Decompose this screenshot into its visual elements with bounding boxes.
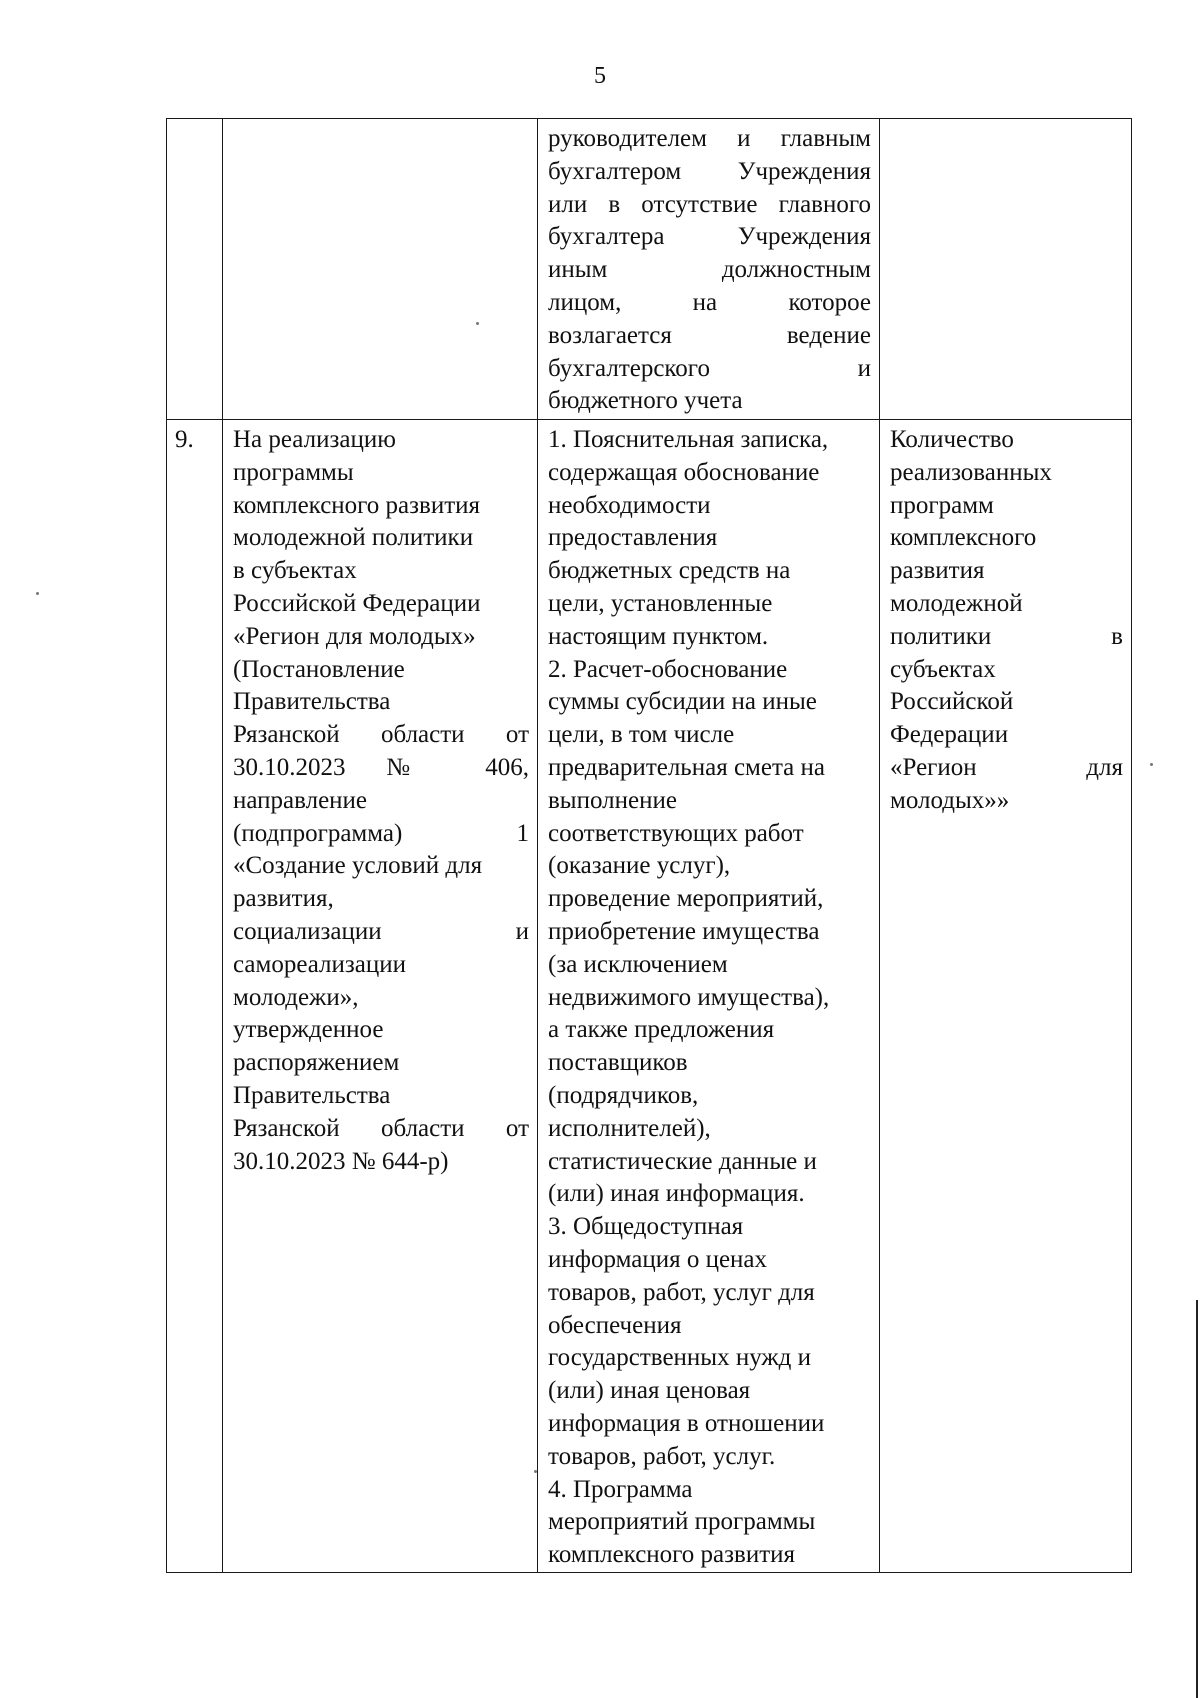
text-line: бухгалтерского и xyxy=(548,354,871,382)
text-line: молодежной политики xyxy=(233,524,474,552)
text-line: обеспечения xyxy=(548,1311,682,1339)
text-line: иным должностным xyxy=(548,256,871,284)
text-line: цели, в том числе xyxy=(548,721,735,749)
text-line: социализации и xyxy=(233,917,529,945)
text-line: бюджетных средств на xyxy=(548,557,791,585)
text-line: (Постановление xyxy=(233,655,405,683)
text-line: руководителем и главным xyxy=(548,125,871,152)
text-line: 30.10.2023 № 644-р) xyxy=(233,1147,449,1175)
text-line: предоставления xyxy=(548,524,718,552)
text-line: товаров, работ, услуг для xyxy=(548,1278,815,1306)
scan-speck xyxy=(534,1470,537,1473)
text-line: Федерации xyxy=(890,721,1009,749)
text-line: мероприятий программы xyxy=(548,1508,816,1536)
text-line: (или) иная информация. xyxy=(548,1180,805,1208)
text-line: На реализацию xyxy=(233,426,396,453)
text-line: политики в xyxy=(890,622,1123,650)
row1-indicator-cell xyxy=(880,119,1132,420)
text-line: развития xyxy=(890,557,985,585)
text-line: поставщиков xyxy=(548,1049,688,1077)
text-line: в субъектах xyxy=(233,557,357,585)
text-line: содержащая обоснование xyxy=(548,458,820,486)
text-line: информация о ценах xyxy=(548,1245,768,1273)
text-line: комплексного развития xyxy=(548,1541,796,1569)
text-line: самореализации xyxy=(233,950,406,978)
text-line: предварительная смета на xyxy=(548,753,826,781)
text-line: развития, xyxy=(233,885,334,913)
row1-documents-text xyxy=(538,119,879,418)
text-line: Количество xyxy=(890,426,1014,453)
text-line: Правительства xyxy=(233,1081,391,1109)
text-line: или в отсутствие главного xyxy=(548,190,871,218)
text-line: распоряжением xyxy=(233,1049,400,1077)
text-line: настоящим пунктом. xyxy=(548,622,769,650)
text-line: «Создание условий для xyxy=(233,852,483,880)
scan-speck xyxy=(476,322,479,325)
text-line: молодежи», xyxy=(233,983,359,1011)
row1-purpose-cell xyxy=(223,119,538,420)
row2-purpose-cell xyxy=(223,420,538,1573)
text-line: бюджетного учета xyxy=(548,387,743,415)
text-line: суммы субсидии на иные xyxy=(548,688,817,716)
row2-indicator-cell xyxy=(880,420,1132,1573)
text-line: недвижимого имущества), xyxy=(548,983,830,1011)
text-line: бухгалтером Учреждения xyxy=(548,157,871,185)
text-line: исполнителей), xyxy=(548,1114,711,1142)
text-line: молодых»» xyxy=(890,786,1010,814)
text-line: соответствующих работ xyxy=(548,819,804,847)
row2-purpose-text xyxy=(223,420,537,1178)
document-table xyxy=(166,118,1132,1573)
row2-number-cell xyxy=(167,420,223,1573)
text-line: Правительства xyxy=(233,688,391,716)
text-line: приобретение имущества xyxy=(548,917,820,945)
text-line: необходимости xyxy=(548,491,711,519)
text-line: 30.10.2023 № 406, xyxy=(233,753,529,781)
text-line: (оказание услуг), xyxy=(548,852,731,880)
text-line: возлагается ведение xyxy=(548,321,871,349)
scan-speck xyxy=(36,592,39,595)
page-number: 5 xyxy=(594,63,606,89)
text-line: комплексного xyxy=(890,524,1037,552)
text-line: товаров, работ, услуг. xyxy=(548,1442,776,1470)
row1-number-cell xyxy=(167,119,223,420)
text-line: информация в отношении xyxy=(548,1409,825,1437)
text-line: субъектах xyxy=(890,655,996,683)
text-line: бухгалтера Учреждения xyxy=(548,223,871,251)
table-row-continued xyxy=(167,119,1132,420)
row2-documents-text xyxy=(538,420,879,1572)
text-line: лицом, на которое xyxy=(548,288,871,316)
text-line: (подрядчиков, xyxy=(548,1081,699,1109)
text-line: государственных нужд и xyxy=(548,1344,812,1372)
row2-indicator-text xyxy=(880,420,1131,818)
text-line: (за исключением xyxy=(548,950,728,978)
text-line: цели, установленные xyxy=(548,589,773,617)
text-line: направление xyxy=(233,786,368,814)
row1-documents-cell xyxy=(538,119,880,420)
text-line: проведение мероприятий, xyxy=(548,885,824,913)
text-line: а также предложения xyxy=(548,1016,775,1044)
text-line: 3. Общедоступная xyxy=(548,1213,744,1241)
text-line: 2. Расчет-обоснование xyxy=(548,655,788,683)
row-number: 9. xyxy=(175,426,194,453)
text-line: «Регион для xyxy=(890,753,1123,781)
text-line: статистические данные и xyxy=(548,1147,817,1175)
text-line: программы xyxy=(233,458,354,486)
row2-documents-cell xyxy=(538,420,880,1573)
text-line: выполнение xyxy=(548,786,677,814)
text-line: Российской Федерации xyxy=(233,589,481,617)
text-line: утвержденное xyxy=(233,1016,384,1044)
text-line: «Регион для молодых» xyxy=(233,622,476,650)
text-line: комплексного развития xyxy=(233,491,481,519)
text-line: Рязанской области от xyxy=(233,1114,529,1142)
text-line: программ xyxy=(890,491,994,519)
text-line: Российской xyxy=(890,688,1014,716)
text-line: (подпрограмма) 1 xyxy=(233,819,529,847)
text-line: Рязанской области от xyxy=(233,721,529,749)
text-line: молодежной xyxy=(890,589,1023,617)
scan-edge-line xyxy=(1196,1300,1198,1698)
text-line: 4. Программа xyxy=(548,1475,693,1503)
text-line: реализованных xyxy=(890,458,1052,486)
text-line: (или) иная ценовая xyxy=(548,1377,751,1405)
text-line: 1. Пояснительная записка, xyxy=(548,426,829,453)
scan-speck xyxy=(1150,763,1153,766)
table-row-9 xyxy=(167,420,1132,1573)
